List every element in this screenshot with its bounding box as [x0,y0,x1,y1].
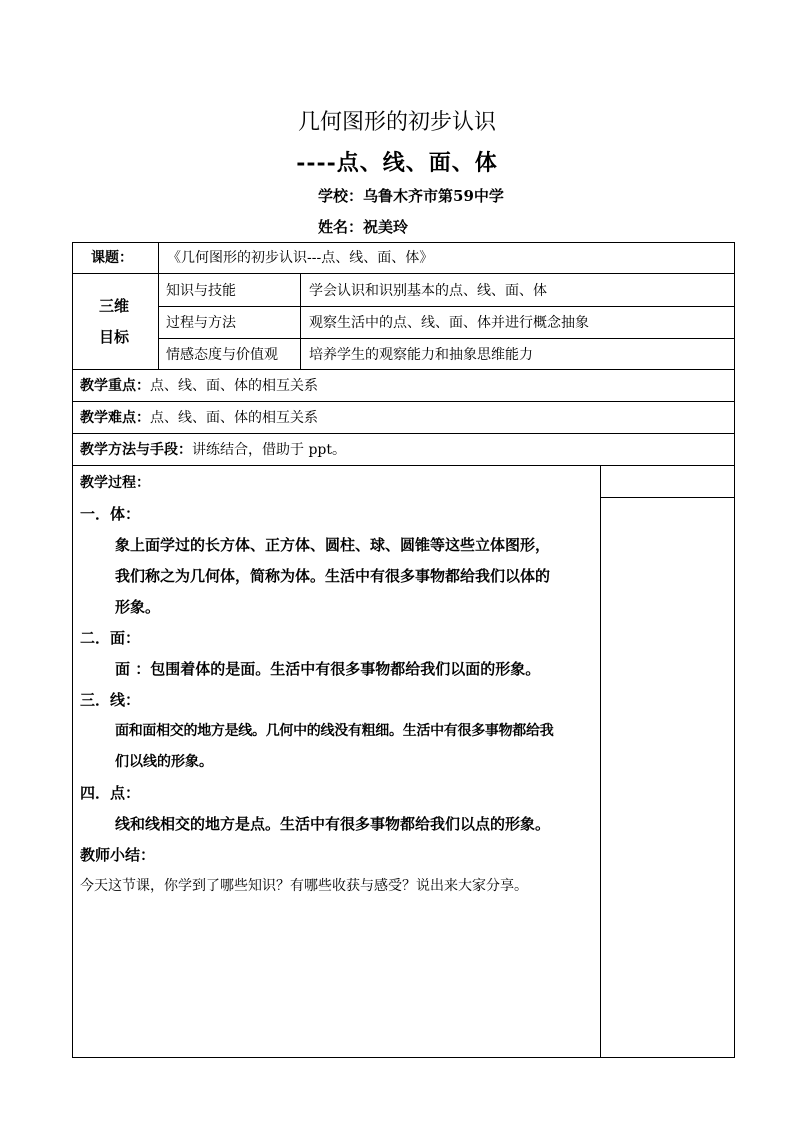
section-1-heading: 一．体： [80,505,141,523]
section-3-line-2: 们以线的形象。 [115,754,213,770]
key-point-value: 点、线、面、体的相互关系 [150,378,318,394]
goals-label-2: 目标 [99,328,130,346]
column-divider [158,243,159,369]
section-1-line-1: 象上面学过的长方体、正方体、圆柱、球、圆锥等这些立体图形， [115,536,551,554]
goal-knowledge-value: 学会认识和识别基本的点、线、面、体 [309,283,547,299]
method-value: 讲练结合，借助于 ppt。 [192,442,346,458]
row-divider [73,465,734,466]
school-line: 学校：乌鲁木齐市第59中学 [318,187,504,205]
section-1-line-3: 形象。 [115,598,161,616]
section-2-heading: 二．面： [80,629,141,647]
section-3-heading: 三．线： [80,691,141,709]
method-label: 教学方法与手段： [80,442,192,458]
row-divider [158,338,734,339]
method-row [80,443,346,457]
row-divider [73,369,734,370]
topic-value: 《几何图形的初步认识---点、线、面、体》 [167,250,434,266]
section-2-line-1: 面 ：包围着体的是面。生活中有很多事物都给我们以面的形象。 [115,660,541,678]
topic-label: 课题： [91,250,133,266]
row-divider [600,497,734,498]
difficulty-label: 教学难点： [80,410,150,426]
row-divider [73,401,734,402]
key-point-row [80,379,318,393]
goal-attitude-value: 培养学生的观察能力和抽象思维能力 [309,347,533,363]
process-label: 教学过程： [80,475,150,491]
section-1-line-2: 我们称之为几何体，简称为体。生活中有很多事物都给我们以体的 [115,567,551,585]
goal-knowledge-label: 知识与技能 [166,283,236,299]
section-4-line-1: 线和线相交的地方是点。生活中有很多事物都给我们以点的形象。 [115,815,551,833]
row-divider [73,433,734,434]
document-subtitle: ----点、线、面、体 [296,150,498,176]
document-title: 几何图形的初步认识 [297,110,496,135]
key-point-label: 教学重点： [80,378,150,394]
goal-process-value: 观察生活中的点、线、面、体并进行概念抽象 [309,315,589,331]
row-divider [158,306,734,307]
summary-line-1: 今天这节课，你学到了哪些知识？有哪些收获与感受？说出来大家分享。 [80,878,528,894]
difficulty-value: 点、线、面、体的相互关系 [150,410,318,426]
section-3-line-1: 面和面相交的地方是线。几何中的线没有粗细。生活中有很多事物都给我 [115,723,554,739]
goal-attitude-label: 情感态度与价值观 [166,347,278,363]
difficulty-row [80,411,318,425]
lesson-table [72,242,735,1058]
column-divider [300,274,301,369]
column-divider [600,465,601,1057]
author-line: 姓名：祝美玲 [318,218,409,236]
goals-label-1: 三维 [99,297,130,315]
goal-process-label: 过程与方法 [166,315,236,331]
section-4-heading: 四．点： [80,784,141,802]
row-divider [73,273,734,274]
summary-heading: 教师小结： [80,846,156,864]
